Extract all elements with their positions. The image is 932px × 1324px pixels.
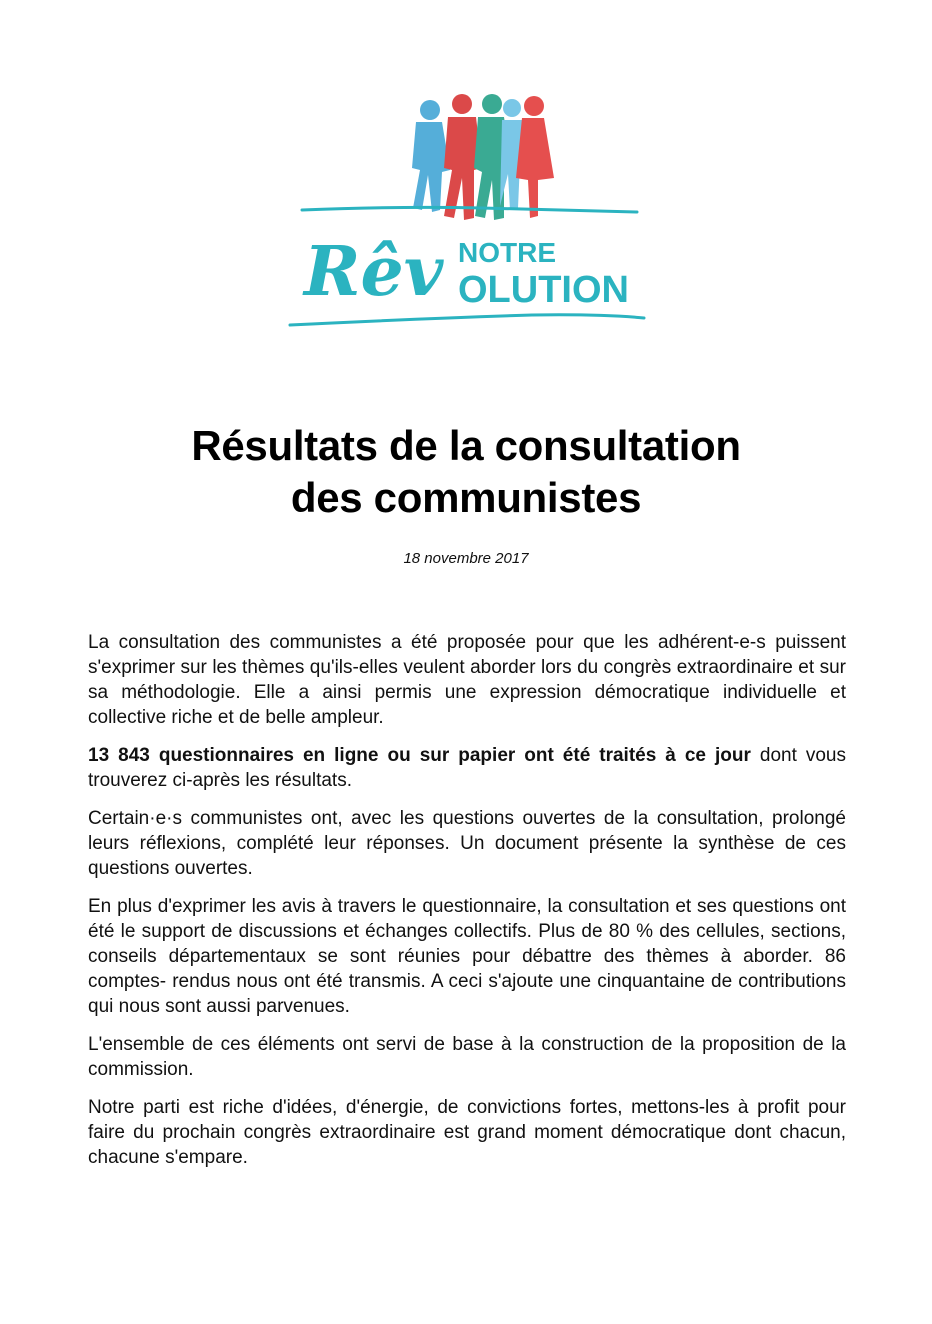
logo-script-text: Rêv — [304, 232, 444, 312]
notre-revolution-logo — [282, 90, 652, 340]
document-date: 18 novembre 2017 — [403, 550, 529, 567]
logo-olution-text: OLUTION — [458, 269, 629, 311]
paragraph-2-text: dont vous trouverez ci-après les résultats. — [88, 745, 847, 791]
paragraph-6: Notre parti est riche d'idées, d'énergie, de convictions fortes, mettons-les à profit pour faire du prochain congrès extraordinaire est grand moment démocratique dont chacun, chacune s'empare. — [88, 1097, 846, 1168]
paragraph-3: Certain·e·s communistes ont, avec les questions ouvertes de la consultation, prolongé leurs réflexions, complété leur réponses. Un document présente la synthèse de ces questions ouvertes. — [88, 808, 846, 879]
figure-blue-left — [412, 100, 450, 212]
paragraph-4: En plus d'exprimer les avis à travers le questionnaire, la consultation et ses questions ont été le support de discussions et échanges collectifs. Plus de 80 % des cellules, sections, conseils départementaux se sont réunies pour débattre des thèmes à aborder. 86 comptes- rendus nous ont été transmis. A ceci s'ajoute une cinquantaine de contributions qui nous sont aussi parvenues. — [88, 896, 846, 1017]
logo-notre-text: NOTRE — [458, 237, 556, 268]
title-line-2: des communistes — [290, 474, 642, 521]
page-title — [0, 420, 932, 524]
paragraph-2 — [88, 743, 846, 793]
figure-red-woman — [516, 96, 554, 218]
paragraph-5: L'ensemble de ces éléments ont servi de base à la construction de la proposition de la commission. — [88, 1034, 846, 1080]
paragraph-2-bold: 13 843 questionnaires en ligne ou sur papier ont été traités à ce jour — [88, 745, 751, 766]
title-line-1: Résultats de la consultation — [191, 422, 741, 469]
logo-swash-bottom — [290, 315, 644, 325]
paragraph-1: La consultation des communistes a été proposée pour que les adhérent-e-s puissent s'exprimer sur les thèmes qu'ils-elles veulent aborder lors du congrès extraordinaire et sur sa méthodologie. Elle a ainsi permis une expression démocratique individuelle et collective riche et de belle ampleur. — [88, 632, 846, 728]
logo-figures — [412, 94, 554, 220]
document-body — [88, 630, 846, 1183]
